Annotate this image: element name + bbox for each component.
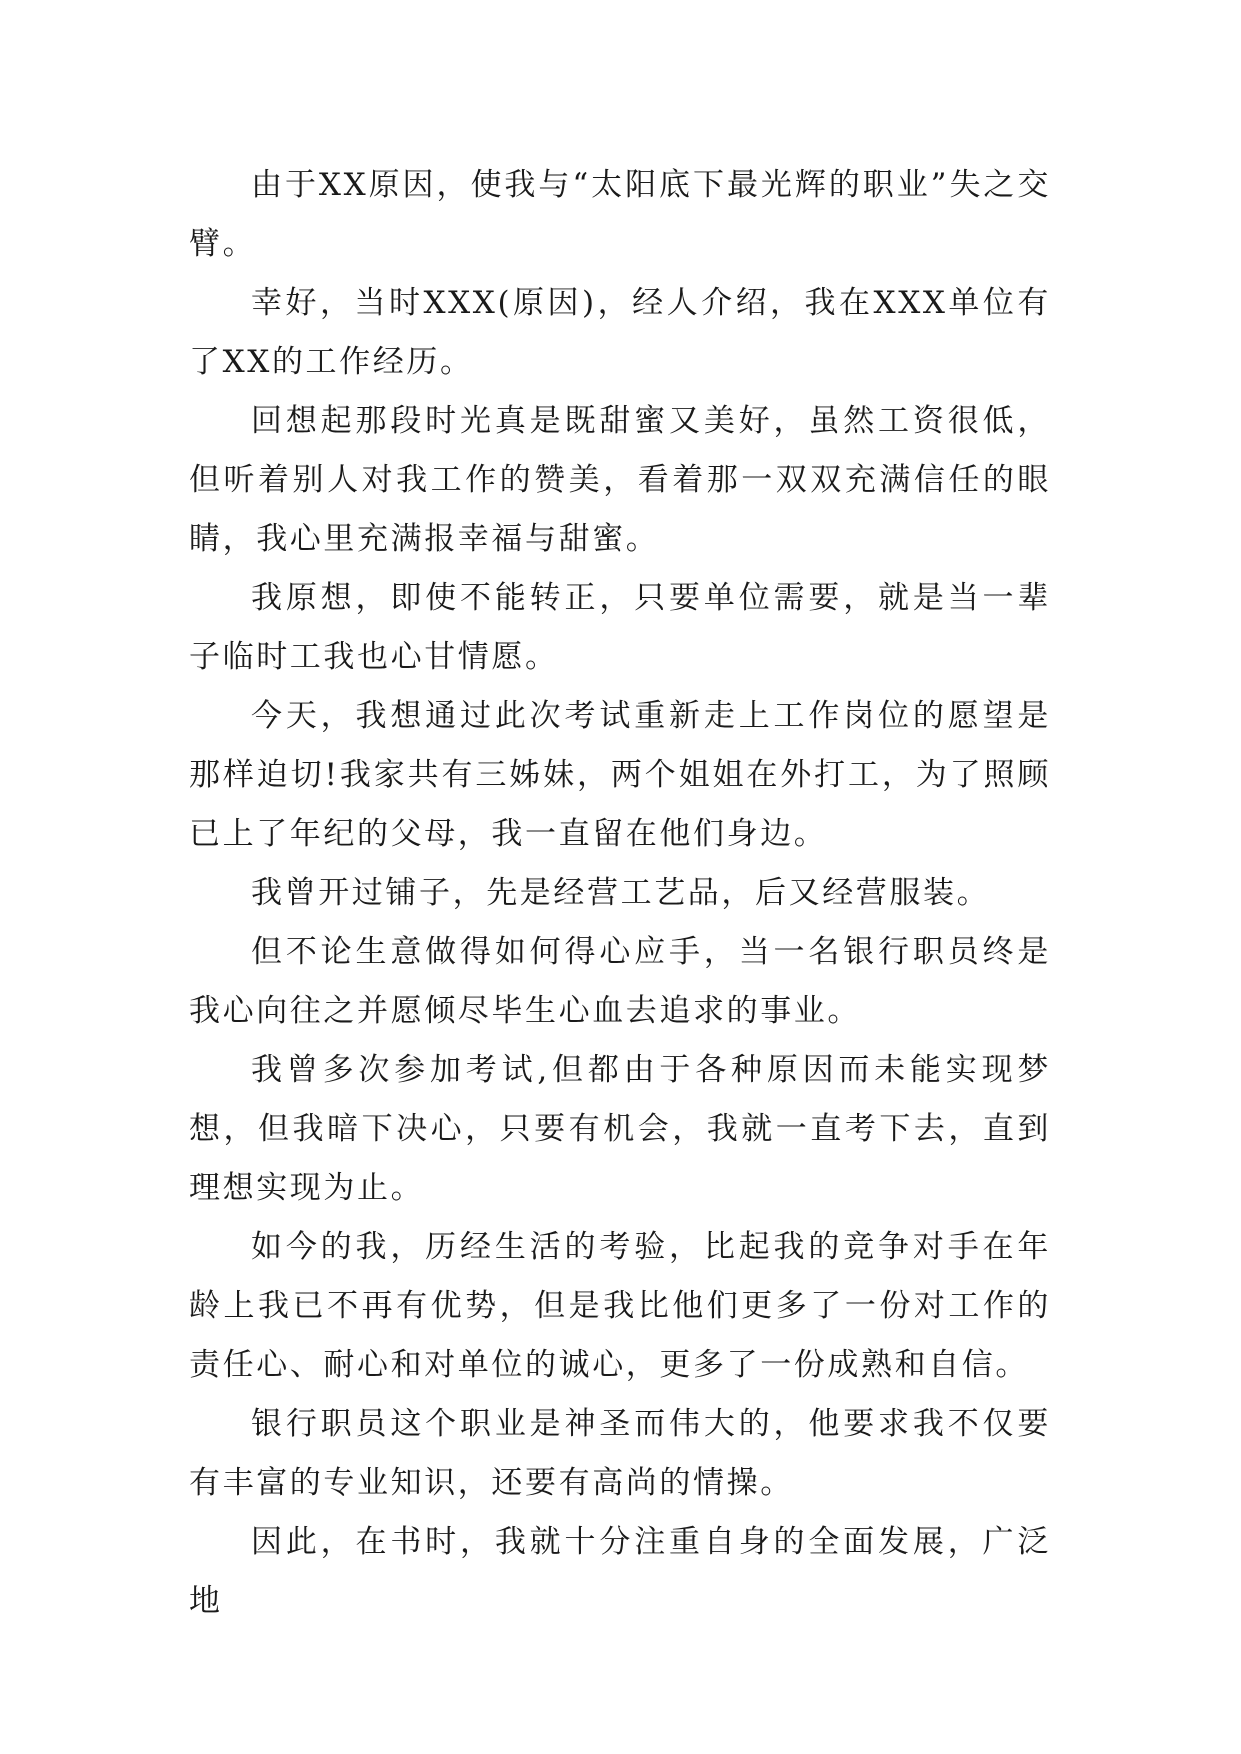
paragraph: 回想起那段时光真是既甜蜜又美好，虽然工资很低，但听着别人对我工作的赞美，看着那一双双充满信任的眼睛，我心里充满报幸福与甜蜜。 bbox=[189, 403, 1051, 557]
paragraph: 我曾开过铺子，先是经营工艺品，后又经营服装。 bbox=[251, 875, 991, 911]
paragraph: 幸好，当时XXX(原因)，经人介绍，我在XXX单位有了XX的工作经历。 bbox=[189, 285, 1051, 380]
paragraph: 由于XX原因，使我与“太阳底下最光辉的职业”失之交臂。 bbox=[189, 167, 1051, 262]
document-body bbox=[189, 156, 1051, 1631]
paragraph: 今天，我想通过此次考试重新走上工作岗位的愿望是那样迫切!我家共有三姊妹，两个姐姐在外打工，为了照顾已上了年纪的父母，我一直留在他们身边。 bbox=[189, 698, 1051, 852]
paragraph: 我曾多次参加考试,但都由于各种原因而未能实现梦想，但我暗下决心，只要有机会，我就一直考下去，直到理想实现为止。 bbox=[189, 1052, 1051, 1206]
paragraph: 银行职员这个职业是神圣而伟大的，他要求我不仅要有丰富的专业知识，还要有高尚的情操。 bbox=[189, 1406, 1051, 1501]
paragraph: 因此，在书时，我就十分注重自身的全面发展，广泛地 bbox=[189, 1524, 1051, 1619]
paragraph: 但不论生意做得如何得心应手，当一名银行职员终是我心向往之并愿倾尽毕生心血去追求的事业。 bbox=[189, 934, 1051, 1029]
paragraph: 如今的我，历经生活的考验，比起我的竞争对手在年龄上我已不再有优势，但是我比他们更多了一份对工作的责任心、耐心和对单位的诚心，更多了一份成熟和自信。 bbox=[189, 1229, 1051, 1383]
paragraph: 我原想，即使不能转正，只要单位需要，就是当一辈子临时工我也心甘情愿。 bbox=[189, 580, 1051, 675]
